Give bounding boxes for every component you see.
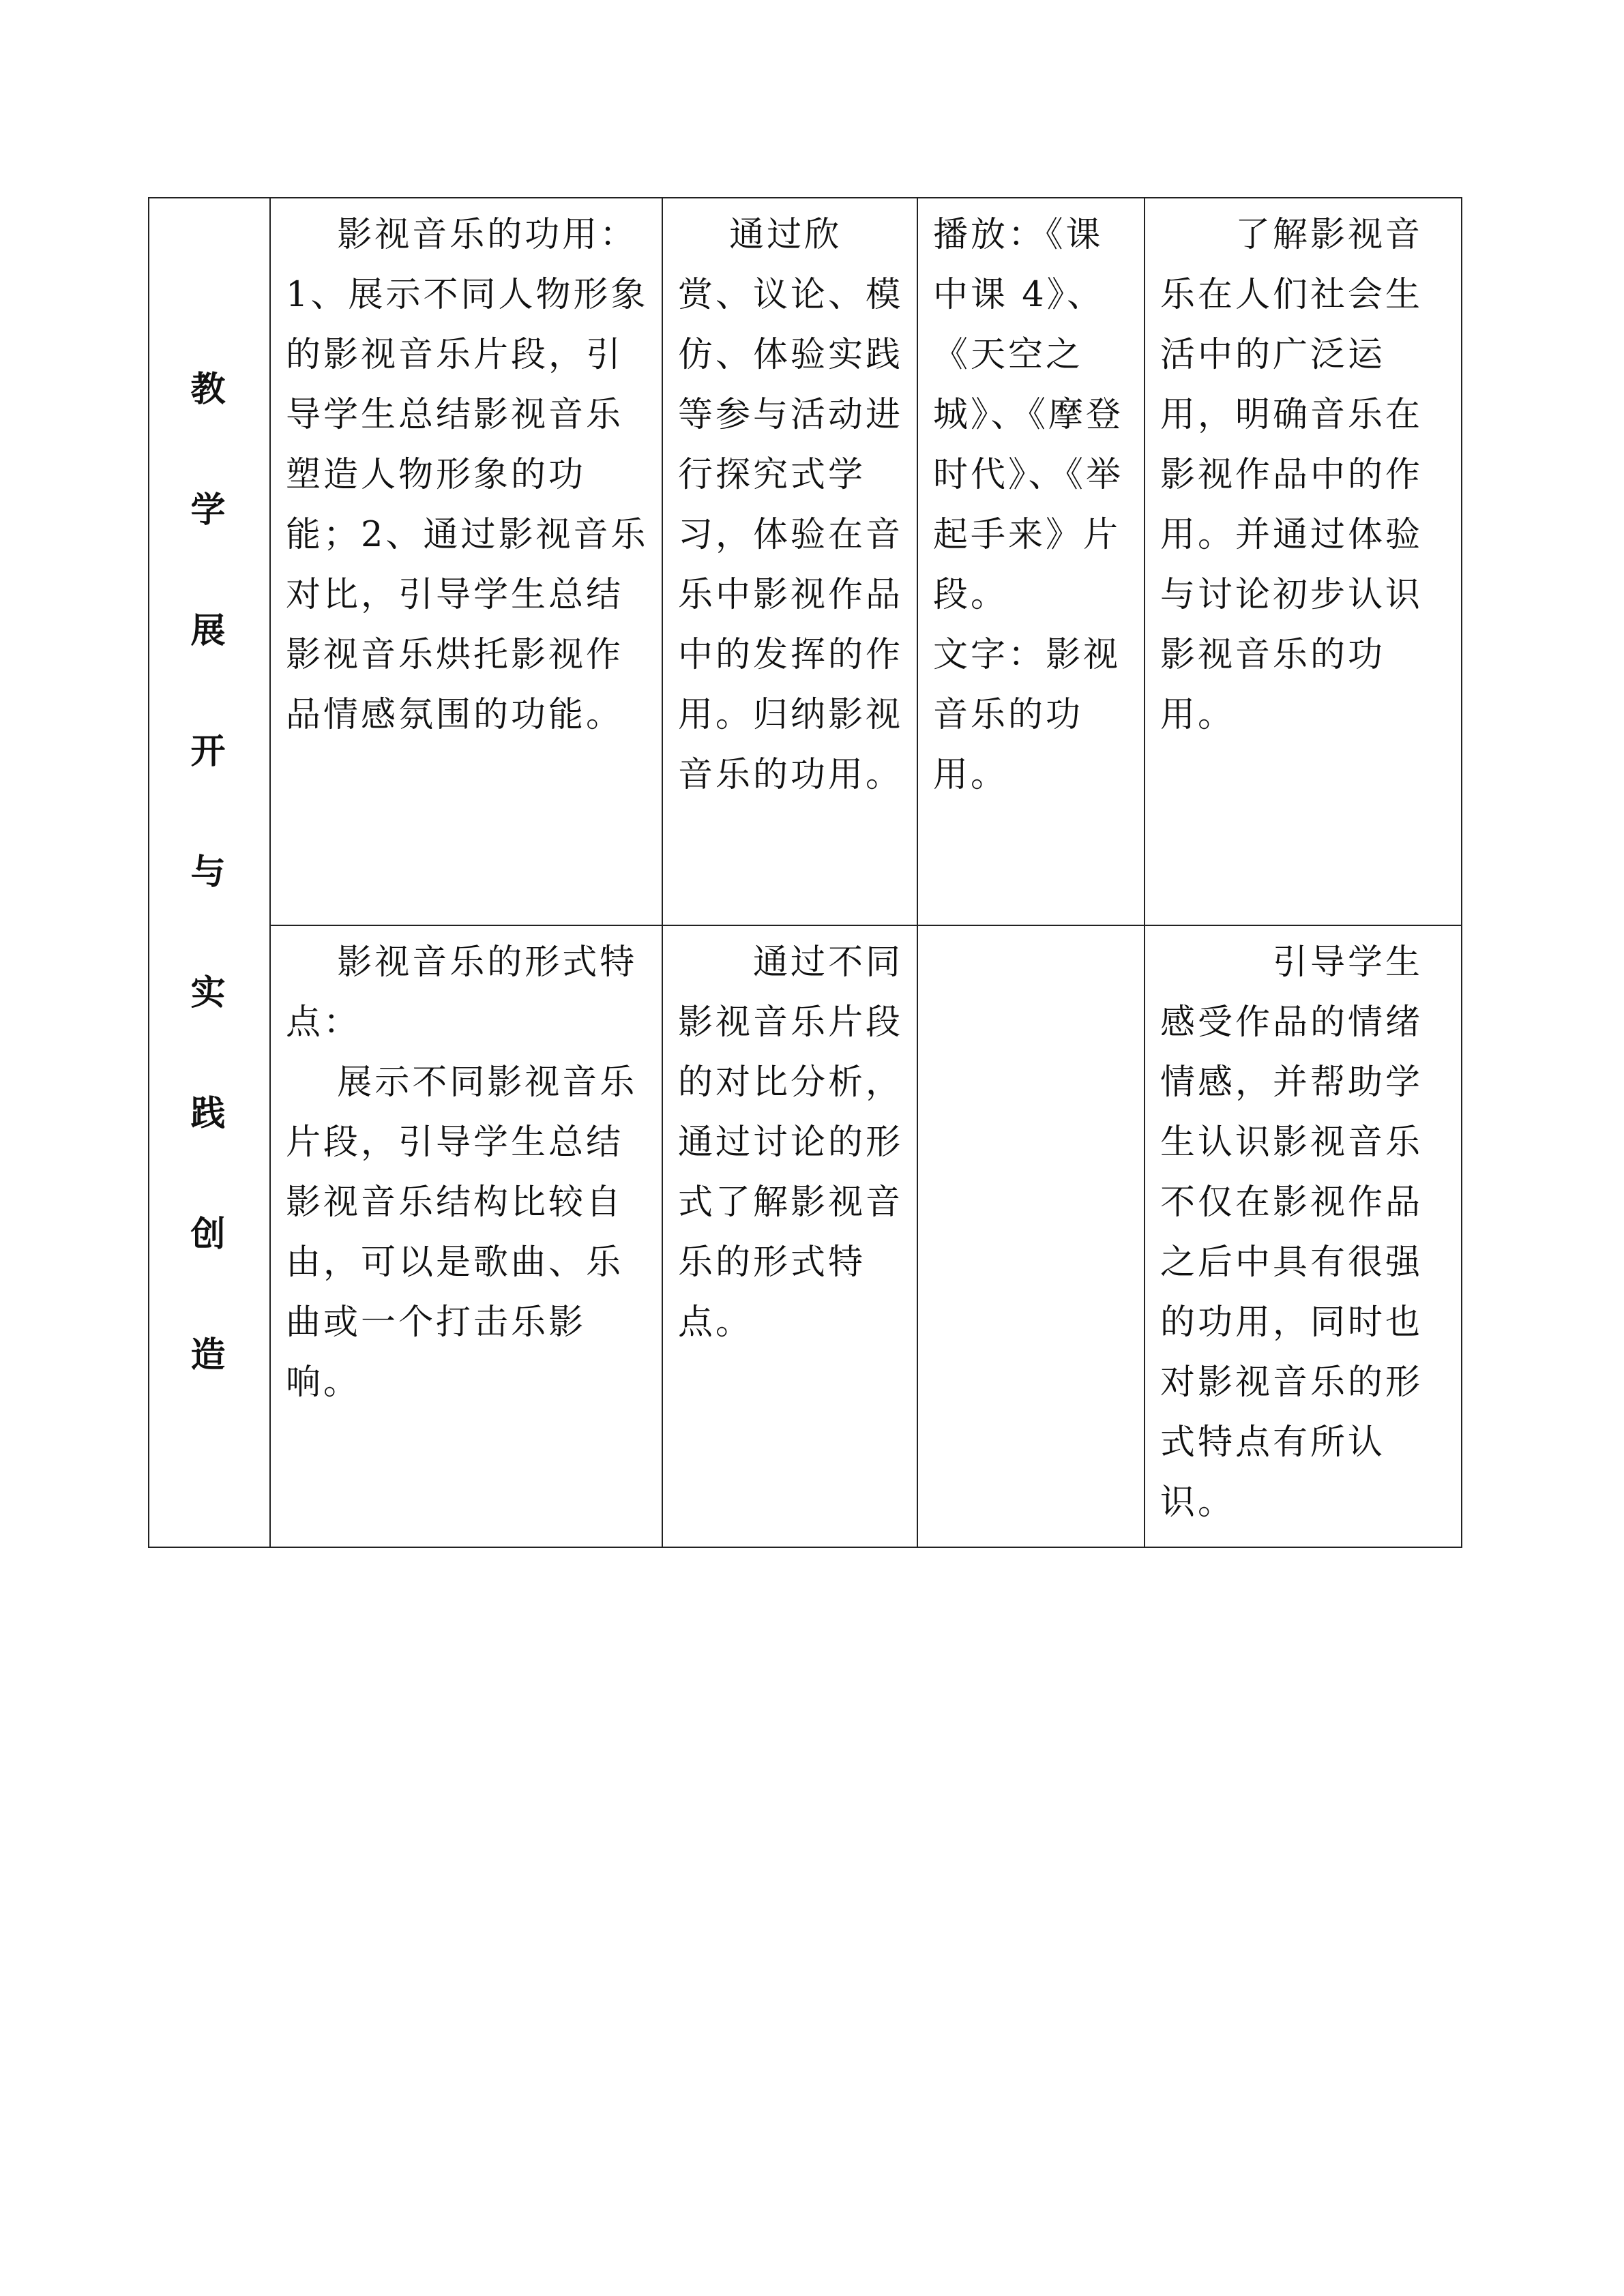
intent-cell xyxy=(1145,925,1462,1547)
stage-char: 开 xyxy=(190,732,228,772)
media-cell xyxy=(917,925,1145,1547)
stage-char: 与 xyxy=(190,852,228,893)
stage-char: 造 xyxy=(190,1335,228,1375)
table-row xyxy=(149,198,1462,925)
stage-char: 学 xyxy=(190,490,228,531)
media-cell xyxy=(917,198,1145,925)
intent-cell xyxy=(1145,198,1462,925)
teaching-method-text: 通过欣赏、议论、模仿、体验实践等参与活动进行探究式学习，体验在音乐中影视作品中的发挥的作用。归纳影视音乐的功用。 xyxy=(678,215,904,795)
teaching-method-text: 通过不同影视音乐片段的对比分析，通过讨论的形式了解影视音乐的形式特点。 xyxy=(678,942,904,1343)
stage-label-cell xyxy=(149,198,270,1547)
design-intent-text: 引导学生感受作品的情绪情感，并帮助学生认识影视音乐不仅在影视作品之后中具有很强的功用，同时也对影视音乐的形式特点有所认识。 xyxy=(1160,942,1423,1523)
stage-char: 实 xyxy=(190,973,228,1013)
stage-char: 创 xyxy=(190,1214,228,1255)
lesson-plan-table xyxy=(148,197,1462,1548)
stage-char: 践 xyxy=(190,1094,228,1134)
content-cell xyxy=(270,198,662,925)
teaching-content-text: 影视音乐的功用： 1、展示不同人物形象的影视音乐片段，引导学生总结影视音乐塑造人物形象的功能；2、通过影视音乐对比，引导学生总结影视音乐烘托影视作品情感氛围的功能。 xyxy=(286,215,649,735)
teaching-media-text: 播放：《课中课 4》、《天空之城》、《摩登时代》、《举起手来》片段。 文字：影视音乐的功用。 xyxy=(933,215,1124,795)
stage-label xyxy=(149,329,269,1416)
table-row xyxy=(149,925,1462,1547)
teaching-media-text xyxy=(918,926,1144,946)
method-cell xyxy=(662,925,917,1547)
stage-char: 教 xyxy=(190,370,228,410)
content-cell xyxy=(270,925,662,1547)
design-intent-text: 了解影视音乐在人们社会生活中的广泛运用，明确音乐在影视作品中的作用。并通过体验与讨论初步认识影视音乐的功用。 xyxy=(1160,215,1423,735)
method-cell xyxy=(662,198,917,925)
teaching-content-text: 影视音乐的形式特点： 展示不同影视音乐片段，引导学生总结影视音乐结构比较自由，可以是歌曲、乐曲或一个打击乐影响。 xyxy=(286,942,638,1403)
stage-char: 展 xyxy=(190,611,228,651)
